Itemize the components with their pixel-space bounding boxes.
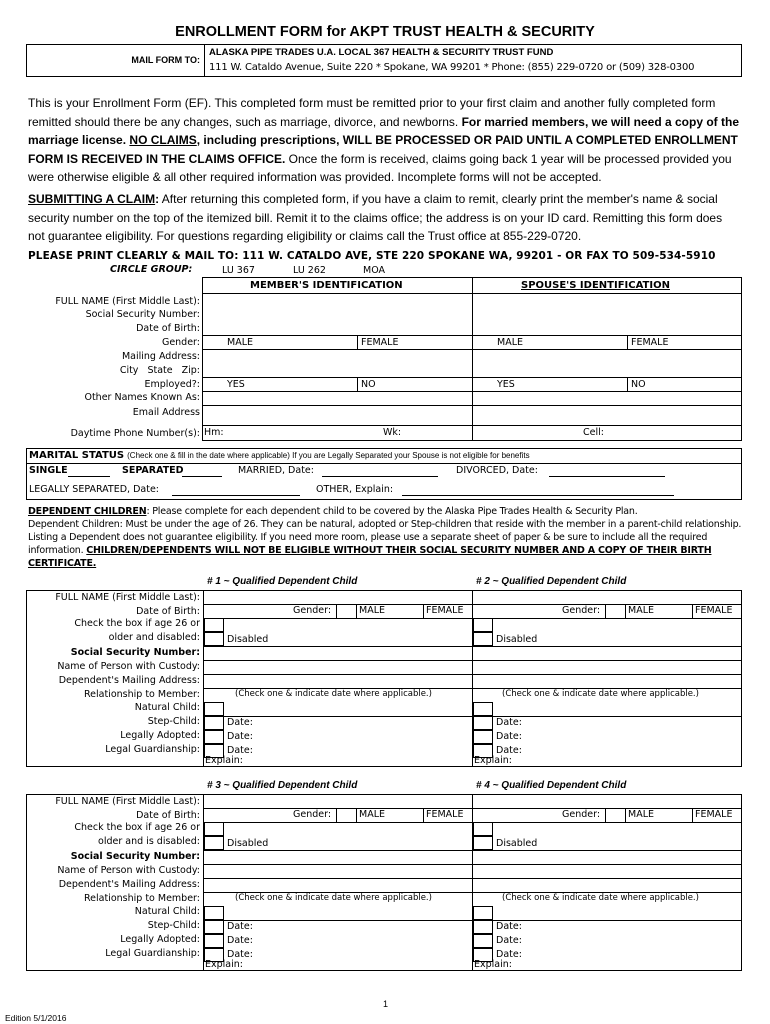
- child-3-gender-female[interactable]: FEMALE: [426, 809, 464, 820]
- child-3-disabled-checkbox[interactable]: [204, 822, 224, 836]
- label-email: Email Address: [132, 407, 200, 418]
- marital-single[interactable]: SINGLE: [29, 465, 68, 476]
- spouse-gender-female[interactable]: FEMALE: [631, 337, 669, 348]
- child-row-label: Step-Child:: [147, 920, 200, 931]
- mail-to-line2: 111 W. Cataldo Avenue, Suite 220 * Spokane, WA 99201 * Phone: (855) 229-0720 or (509) 328-0300: [209, 62, 695, 73]
- marital-status-note: (Check one & fill in the date where applicable) If you are Legally Separated your Spouse is not eligible for benefits: [127, 451, 530, 460]
- child-4-explain-label: Explain:: [474, 959, 512, 970]
- mail-to-line1: ALASKA PIPE TRADES U.A. LOCAL 367 HEALTH & SECURITY TRUST FUND: [209, 47, 554, 58]
- child-4-relationship-checkbox[interactable]: [473, 920, 493, 934]
- child-4-gender-male[interactable]: MALE: [628, 809, 654, 820]
- child-3-explain-label: Explain:: [205, 959, 243, 970]
- child-2-date-label: Date:: [496, 731, 522, 742]
- label-phone: Daytime Phone Number(s):: [70, 428, 200, 439]
- child-1-disabled-checkbox[interactable]: [204, 618, 224, 632]
- child-2-disabled-label: Disabled: [496, 634, 538, 645]
- child-1-relationship-checkbox[interactable]: [204, 716, 224, 730]
- child-row-label: Legal Guardianship:: [105, 948, 200, 959]
- child-2-date-label: Date:: [496, 745, 522, 756]
- child-4-relationship-note: (Check one & indicate date where applicable.): [502, 893, 699, 903]
- child-row-label: FULL NAME (First Middle Last):: [55, 592, 200, 603]
- spouse-employed-yes[interactable]: YES: [497, 379, 515, 390]
- child-4-date-label: Date:: [496, 921, 522, 932]
- marital-married[interactable]: MARRIED, Date:: [238, 465, 314, 476]
- child-row-label: Social Security Number:: [70, 851, 200, 862]
- circle-option-lu367[interactable]: LU 367: [222, 265, 255, 276]
- member-gender-female[interactable]: FEMALE: [361, 337, 399, 348]
- member-employed-yes[interactable]: YES: [227, 379, 245, 390]
- label-other-names: Other Names Known As:: [84, 392, 200, 403]
- dependent-instructions: DEPENDENT CHILDREN: Please complete for each dependent child to be covered by the Alaska Pipe Trades Health & Security Plan. Dependent Children: Must be under the age of 26. They can be natural, adopted or Step-children that reside with the member in a parent-child relationship. Listing a Dependent does not guarantee eligibility. If you need more room, please use a separate sheet of paper & be sure to include all the required information. CHILDREN/DEPENDENTS WILL NOT BE ELIGIBLE WITHOUT THEIR SOCIAL SECURITY NUMBER AND A COPY OF THEIR BIRTH CERTIFICATE.: [28, 506, 742, 569]
- child-row-label: Natural Child:: [134, 906, 200, 917]
- phone-home-label: Hm:: [204, 427, 224, 438]
- marital-status-title: MARITAL STATUS: [29, 450, 125, 461]
- child-row-label: Legal Guardianship:: [105, 744, 200, 755]
- spouse-gender-male[interactable]: MALE: [497, 337, 523, 348]
- child-2-gender-female[interactable]: FEMALE: [695, 605, 733, 616]
- label-ssn: Social Security Number:: [85, 309, 200, 320]
- child-2-relationship-checkbox[interactable]: [473, 702, 493, 716]
- child-1-relationship-note: (Check one & indicate date where applicable.): [235, 689, 432, 699]
- child-row-label: FULL NAME (First Middle Last):: [55, 796, 200, 807]
- child-row-label: Social Security Number:: [70, 647, 200, 658]
- child-row-label: Date of Birth:: [136, 606, 200, 617]
- phone-cell-label: Cell:: [583, 427, 604, 438]
- label-city-state-zip: City State Zip:: [119, 365, 200, 376]
- print-mail-instruction: PLEASE PRINT CLEARLY & MAIL TO: 111 W. CATALDO AVE, STE 220 SPOKANE WA, 99201 - OR FAX TO 509-534-5910: [28, 250, 716, 262]
- child-row-label: Relationship to Member:: [83, 689, 200, 700]
- marital-divorced[interactable]: DIVORCED, Date:: [456, 465, 538, 476]
- child-2-header: # 2 ~ Qualified Dependent Child: [476, 576, 627, 587]
- member-employed-no[interactable]: NO: [361, 379, 376, 390]
- spouse-employed-no[interactable]: NO: [631, 379, 646, 390]
- child-3-relationship-note: (Check one & indicate date where applicable.): [235, 893, 432, 903]
- child-4-date-label: Date:: [496, 935, 522, 946]
- child-4-disabled-label: Disabled: [496, 838, 538, 849]
- child-row-label: Check the box if age 26 or: [74, 618, 200, 629]
- child-2-gender-label: Gender:: [562, 605, 601, 616]
- child-1-date-label: Date:: [227, 745, 253, 756]
- circle-option-moa[interactable]: MOA: [363, 265, 386, 276]
- label-full-name: FULL NAME (First Middle Last):: [55, 296, 200, 307]
- child-row-label: Check the box if age 26 or: [74, 822, 200, 833]
- child-row-label: Natural Child:: [134, 702, 200, 713]
- marital-separated[interactable]: SEPARATED: [122, 465, 184, 476]
- child-3-date-label: Date:: [227, 935, 253, 946]
- child-3-disabled-label: Disabled: [227, 838, 269, 849]
- child-row-label: Name of Person with Custody:: [57, 661, 200, 672]
- child-3-relationship-checkbox[interactable]: [204, 934, 224, 948]
- label-gender: Gender:: [161, 337, 200, 348]
- child-1-explain-label: Explain:: [205, 755, 243, 766]
- child-4-date-label: Date:: [496, 949, 522, 960]
- child-3-date-label: Date:: [227, 949, 253, 960]
- child-row-label: older and is disabled:: [98, 836, 200, 847]
- child-4-gender-label: Gender:: [562, 809, 601, 820]
- intro-paragraph-2: SUBMITTING A CLAIM: After returning this completed form, if you have a claim to remit, clearly print the member's name & social security number on the top of the itemized bill. Remit it to the claims office; the address is on your ID card. Remitting this form does not guarantee eligibility. For questions regarding eligibility or claims call the Trust office at 855-229-0720.: [28, 192, 723, 243]
- child-2-disabled-checkbox[interactable]: [473, 618, 493, 632]
- child-1-disabled-label: Disabled: [227, 634, 269, 645]
- page-number: 1: [383, 999, 389, 1009]
- child-3-relationship-checkbox[interactable]: [204, 906, 224, 920]
- child-3-gender-label: Gender:: [293, 809, 332, 820]
- child-row-label: Legally Adopted:: [120, 730, 200, 741]
- form-title: ENROLLMENT FORM for AKPT TRUST HEALTH & SECURITY: [175, 24, 595, 40]
- child-4-header: # 4 ~ Qualified Dependent Child: [476, 780, 627, 791]
- child-1-gender-label: Gender:: [293, 605, 332, 616]
- child-2-relationship-checkbox[interactable]: [473, 716, 493, 730]
- child-2-relationship-note: (Check one & indicate date where applicable.): [502, 689, 699, 699]
- child-3-header: # 3 ~ Qualified Dependent Child: [207, 780, 358, 791]
- child-row-label: older and disabled:: [108, 632, 200, 643]
- phone-work-label: Wk:: [383, 427, 402, 438]
- marital-other[interactable]: OTHER, Explain:: [316, 484, 394, 495]
- circle-group-label: CIRCLE GROUP:: [110, 264, 193, 275]
- child-1-relationship-checkbox[interactable]: [204, 730, 224, 744]
- child-2-explain-label: Explain:: [474, 755, 512, 766]
- child-row-label: Dependent's Mailing Address:: [58, 675, 200, 686]
- spouse-identification-header: SPOUSE'S IDENTIFICATION: [521, 280, 670, 291]
- child-1-gender-female[interactable]: FEMALE: [426, 605, 464, 616]
- child-4-relationship-checkbox[interactable]: [473, 906, 493, 920]
- mail-to-label: MAIL FORM TO:: [27, 45, 205, 76]
- child-row-label: Name of Person with Custody:: [57, 865, 200, 876]
- child-1-gender-male[interactable]: MALE: [359, 605, 385, 616]
- child-4-relationship-checkbox[interactable]: [473, 934, 493, 948]
- child-1-relationship-checkbox[interactable]: [204, 702, 224, 716]
- child-3-relationship-checkbox[interactable]: [204, 920, 224, 934]
- child-row-label: Step-Child:: [147, 716, 200, 727]
- child-1-date-label: Date:: [227, 717, 253, 728]
- child-2-gender-male[interactable]: MALE: [628, 605, 654, 616]
- child-row-label: Dependent's Mailing Address:: [58, 879, 200, 890]
- child-row-label: Relationship to Member:: [83, 893, 200, 904]
- member-gender-male[interactable]: MALE: [227, 337, 253, 348]
- edition-label: Edition 5/1/2016: [5, 1013, 67, 1023]
- member-identification-header: MEMBER'S IDENTIFICATION: [250, 280, 403, 291]
- child-row-label: Legally Adopted:: [120, 934, 200, 945]
- circle-option-lu262[interactable]: LU 262: [293, 265, 326, 276]
- child-1-date-label: Date:: [227, 731, 253, 742]
- label-mailing-address: Mailing Address:: [121, 351, 200, 362]
- child-3-gender-male[interactable]: MALE: [359, 809, 385, 820]
- identification-table: [202, 277, 742, 441]
- marital-legally-separated[interactable]: LEGALLY SEPARATED, Date:: [29, 484, 159, 495]
- child-3-date-label: Date:: [227, 921, 253, 932]
- intro-paragraph-1: This is your Enrollment Form (EF). This completed form must be remitted prior to your first claim and another fully completed form remitted should there be any changes, such as marriage, divorce, and newborns. For married members, we will need a copy of the marriage license. NO CLAIMS, including prescriptions, WILL BE PROCESSED OR PAID UNTIL A COMPLETED ENROLLMENT FORM IS RECEIVED IN THE CLAIMS OFFICE. Once the form is received, claims going back 1 year will be processed provided you were otherwise eligible & all other required information was provided. Incomplete forms will not be accepted.: [28, 96, 739, 184]
- child-2-date-label: Date:: [496, 717, 522, 728]
- child-4-disabled-checkbox[interactable]: [473, 822, 493, 836]
- child-1-header: # 1 ~ Qualified Dependent Child: [207, 576, 358, 587]
- label-dob: Date of Birth:: [136, 323, 200, 334]
- child-4-gender-female[interactable]: FEMALE: [695, 809, 733, 820]
- child-row-label: Date of Birth:: [136, 810, 200, 821]
- label-employed: Employed?:: [144, 379, 200, 390]
- mail-to-box: [26, 44, 742, 77]
- child-2-relationship-checkbox[interactable]: [473, 730, 493, 744]
